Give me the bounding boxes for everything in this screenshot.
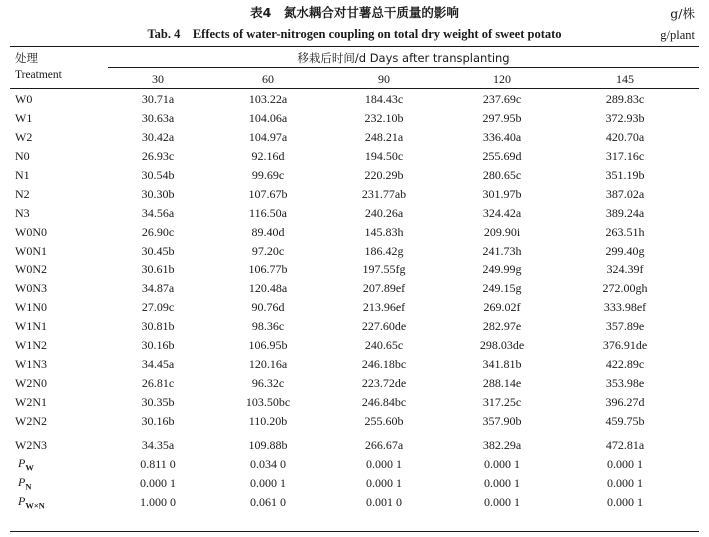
row-label: N1 — [15, 167, 30, 182]
cell-value: 0.811 0 — [140, 456, 176, 471]
row-label: W2N3 — [15, 437, 47, 452]
cell-value: 109.88b — [248, 437, 288, 452]
cell-value: 336.40a — [482, 129, 522, 144]
row-label: W1N3 — [15, 357, 47, 372]
row-label: W2 — [15, 129, 33, 144]
p-value-row — [0, 455, 709, 474]
table-title-cn: 表4 氮水耦合对甘薯总干质量的影响 — [250, 5, 459, 20]
cell-value: 324.39f — [606, 262, 644, 277]
table-row — [0, 109, 709, 128]
cell-value: 30.42a — [141, 129, 175, 144]
cell-value: 272.00gh — [602, 281, 648, 296]
cell-value: 104.06a — [248, 110, 288, 125]
table-row — [0, 223, 709, 242]
row-label: W2N1 — [15, 395, 47, 409]
cell-value: 30.81b — [141, 319, 175, 334]
cell-value: 27.09c — [141, 300, 175, 315]
cell-value: 90.76d — [251, 300, 285, 315]
cell-value: 120.48a — [248, 281, 288, 296]
cell-value: 357.90b — [482, 413, 522, 428]
p-value-label: $P_W$ — [18, 455, 34, 473]
cell-value: 288.14e — [482, 376, 522, 391]
day-header-30: 30 — [152, 72, 164, 86]
cell-value: 213.96ef — [362, 300, 406, 315]
cell-value: 280.65c — [482, 167, 522, 182]
cell-value: 0.001 0 — [366, 494, 402, 509]
table-row — [0, 260, 709, 279]
cell-value: 103.50bc — [245, 395, 291, 409]
cell-value: 30.54b — [141, 167, 175, 182]
row-label: W1N2 — [15, 338, 47, 353]
cell-value: 372.93b — [605, 110, 645, 125]
cell-value: 99.69c — [251, 167, 285, 182]
row-label: N0 — [15, 148, 30, 163]
cell-value: 30.61b — [141, 262, 175, 277]
unit-label-cn: g/株 — [670, 6, 695, 21]
cell-value: 97.20c — [251, 243, 285, 258]
cell-value: 0.000 1 — [250, 475, 286, 490]
treatment-header-en: Treatment — [15, 69, 62, 81]
cell-value: 207.89ef — [362, 281, 406, 296]
treatment-header-cn: 处理 — [15, 51, 38, 65]
table-row — [0, 90, 709, 109]
table-row — [0, 393, 709, 412]
cell-value: 227.60de — [361, 319, 407, 334]
table-row — [0, 128, 709, 147]
cell-value: 237.69c — [482, 92, 522, 106]
row-label: W0N1 — [15, 243, 47, 258]
cell-value: 30.16b — [141, 413, 175, 428]
row-label: N2 — [15, 186, 30, 201]
cell-value: 116.50a — [249, 205, 287, 220]
cell-value: 197.55fg — [362, 262, 406, 277]
cell-value: 1.000 0 — [140, 494, 176, 509]
cell-value: 0.061 0 — [250, 494, 286, 509]
cell-value: 249.15g — [482, 281, 522, 296]
cell-value: 301.97b — [482, 186, 522, 201]
table-row — [0, 166, 709, 185]
cell-value: 0.000 1 — [607, 494, 643, 509]
cell-value: 376.91de — [602, 338, 648, 353]
table-row — [0, 298, 709, 317]
row-label: W0 — [15, 92, 33, 106]
cell-value: 240.65c — [364, 338, 404, 353]
cell-value: 317.16c — [605, 148, 645, 163]
cell-value: 186.42g — [364, 243, 404, 258]
cell-value: 223.72de — [361, 376, 407, 391]
table-body — [0, 90, 709, 512]
row-label: W2N2 — [15, 413, 47, 428]
cell-value: 249.99g — [482, 262, 522, 277]
row-label: W0N2 — [15, 262, 47, 277]
day-header-145: 145 — [616, 72, 634, 86]
cell-value: 103.22a — [248, 92, 288, 106]
cell-value: 0.034 0 — [250, 456, 286, 471]
cell-value: 422.89c — [605, 357, 645, 372]
p-value-row — [0, 493, 709, 512]
cell-value: 106.77b — [248, 262, 288, 277]
table-row — [0, 436, 709, 455]
top-rule — [10, 46, 699, 47]
cell-value: 387.02a — [605, 186, 645, 201]
row-label: W1 — [15, 110, 33, 125]
cell-value: 34.56a — [141, 205, 175, 220]
table-row — [0, 185, 709, 204]
row-label: N3 — [15, 205, 30, 220]
p-value-row — [0, 474, 709, 493]
cell-value: 26.90c — [141, 224, 175, 239]
cell-value: 317.25c — [482, 395, 522, 409]
cell-value: 357.89e — [605, 319, 645, 334]
cell-value: 255.69d — [482, 148, 522, 163]
cell-value: 107.67b — [248, 186, 288, 201]
p-value-label: $P_{W\times N}$ — [18, 493, 45, 511]
row-label: W0N0 — [15, 224, 47, 239]
cell-value: 0.000 1 — [366, 475, 402, 490]
cell-value: 420.70a — [605, 129, 645, 144]
cell-value: 282.97e — [482, 319, 522, 334]
cell-value: 232.10b — [364, 110, 404, 125]
cell-value: 26.93c — [141, 148, 175, 163]
bottom-rule — [10, 531, 699, 532]
cell-value: 241.73h — [482, 243, 522, 258]
table-title-en: Tab. 4 Effects of water-nitrogen coupling on total dry weight of sweet potato — [147, 27, 562, 41]
unit-label-en: g/plant — [660, 28, 695, 42]
cell-value: 30.71a — [141, 92, 175, 106]
days-span-header: 移栽后时间/d Days after transplanting — [297, 51, 510, 65]
cell-value: 34.45a — [141, 357, 175, 372]
cell-value: 26.81c — [141, 376, 175, 391]
cell-value: 248.21a — [364, 129, 404, 144]
cell-value: 30.16b — [141, 338, 175, 353]
cell-value: 34.87a — [141, 281, 175, 296]
cell-value: 231.77ab — [361, 186, 407, 201]
cell-value: 333.98ef — [603, 300, 647, 315]
row-label: W2N0 — [15, 376, 47, 391]
cell-value: 0.000 1 — [366, 456, 402, 471]
cell-value: 220.29b — [364, 167, 404, 182]
table-row — [0, 242, 709, 261]
table-row — [0, 317, 709, 336]
cell-value: 120.16a — [248, 357, 288, 372]
table-row — [0, 412, 709, 431]
day-header-90: 90 — [378, 72, 390, 86]
cell-value: 246.18bc — [361, 357, 407, 372]
cell-value: 389.24a — [605, 205, 645, 220]
cell-value: 92.16d — [251, 148, 285, 163]
day-header-120: 120 — [493, 72, 511, 86]
cell-value: 0.000 1 — [140, 475, 176, 490]
cell-value: 0.000 1 — [484, 456, 520, 471]
table-row — [0, 204, 709, 223]
cell-value: 30.30b — [141, 186, 175, 201]
table-row — [0, 355, 709, 374]
cell-value: 30.45b — [141, 243, 175, 258]
cell-value: 30.35b — [141, 395, 175, 409]
cell-value: 289.83c — [605, 92, 645, 106]
cell-value: 266.67a — [364, 437, 404, 452]
table-row — [0, 374, 709, 393]
cell-value: 184.43c — [364, 92, 404, 106]
cell-value: 0.000 1 — [484, 494, 520, 509]
cell-value: 0.000 1 — [607, 456, 643, 471]
cell-value: 209.90i — [483, 224, 521, 239]
cell-value: 298.03de — [479, 338, 525, 353]
cell-value: 0.000 1 — [484, 475, 520, 490]
cell-value: 396.27d — [605, 395, 645, 409]
cell-value: 324.42a — [482, 205, 522, 220]
cell-value: 104.97a — [248, 129, 288, 144]
cell-value: 299.40g — [605, 243, 645, 258]
cell-value: 382.29a — [482, 437, 522, 452]
cell-value: 297.95b — [482, 110, 522, 125]
header-rule — [10, 88, 699, 89]
p-value-label: $P_N$ — [18, 474, 32, 492]
cell-value: 472.81a — [605, 437, 645, 452]
table-row — [0, 336, 709, 355]
table-row — [0, 147, 709, 166]
row-label: W1N0 — [15, 300, 47, 315]
table-row — [0, 279, 709, 298]
cell-value: 0.000 1 — [607, 475, 643, 490]
cell-value: 89.40d — [251, 224, 285, 239]
cell-value: 110.20b — [248, 413, 288, 428]
cell-value: 246.84bc — [361, 395, 407, 409]
cell-value: 351.19b — [605, 167, 645, 182]
cell-value: 341.81b — [482, 357, 522, 372]
cell-value: 145.83h — [364, 224, 404, 239]
cell-value: 255.60b — [364, 413, 404, 428]
cell-value: 96.32c — [251, 376, 285, 391]
cell-value: 98.36c — [251, 319, 285, 334]
row-label: W0N3 — [15, 281, 47, 296]
cell-value: 106.95b — [248, 338, 288, 353]
cell-value: 194.50c — [364, 148, 404, 163]
cell-value: 263.51h — [605, 224, 645, 239]
header-sub-rule — [108, 67, 699, 68]
cell-value: 240.26a — [364, 205, 404, 220]
cell-value: 353.98e — [605, 376, 645, 391]
cell-value: 269.02f — [483, 300, 521, 315]
day-header-60: 60 — [262, 72, 274, 86]
cell-value: 30.63a — [141, 110, 175, 125]
row-label: W1N1 — [15, 319, 47, 334]
cell-value: 34.35a — [141, 437, 175, 452]
cell-value: 459.75b — [605, 413, 645, 428]
